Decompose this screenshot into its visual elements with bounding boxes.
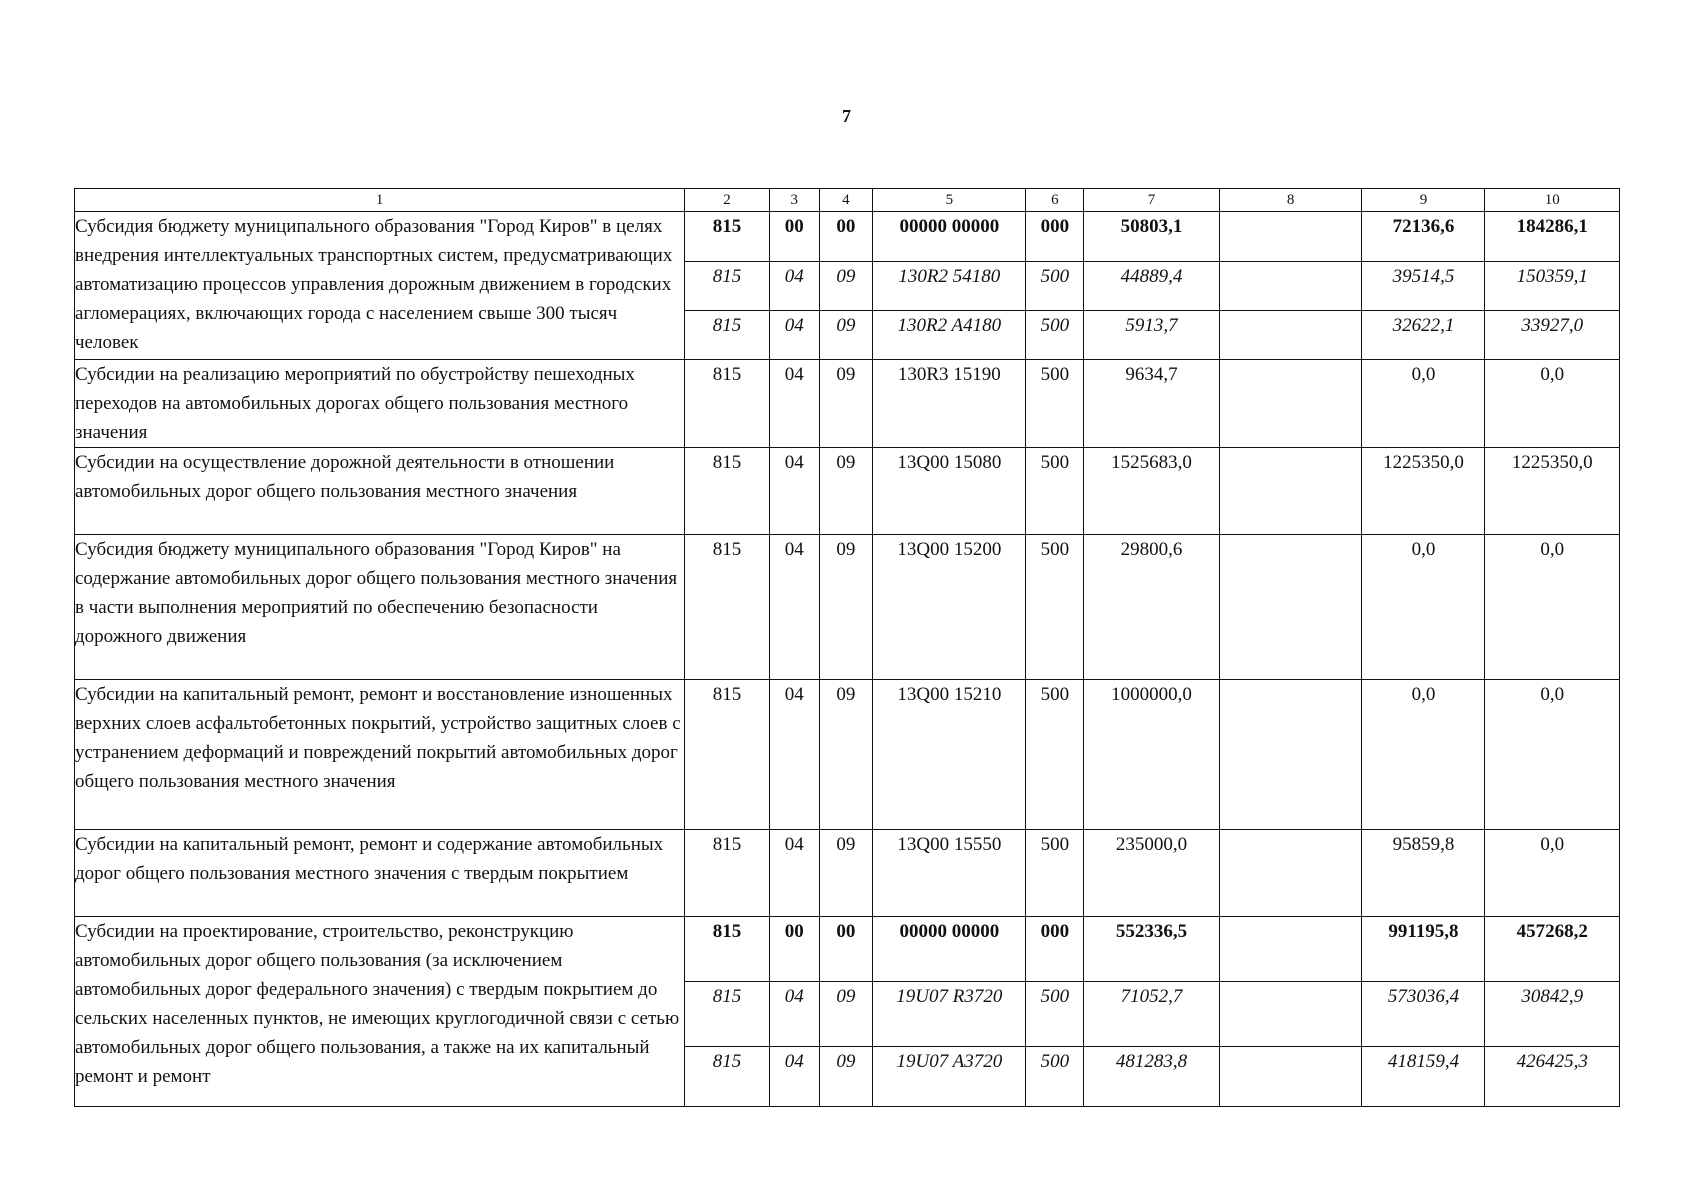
- cell-col4: 09: [819, 311, 873, 360]
- cell-col8: [1219, 680, 1362, 830]
- cell-col7: 44889,4: [1084, 262, 1219, 311]
- cell-col6: 500: [1026, 262, 1084, 311]
- cell-col2: 815: [685, 311, 770, 360]
- cell-col3: 04: [769, 360, 819, 448]
- cell-col9: 1225350,0: [1362, 448, 1485, 535]
- column-header-10: 10: [1485, 189, 1620, 212]
- cell-col10: 0,0: [1485, 360, 1620, 448]
- cell-col10: 150359,1: [1485, 262, 1620, 311]
- cell-col5: 13Q00 15200: [873, 535, 1026, 680]
- cell-col9: 573036,4: [1362, 982, 1485, 1047]
- table-row: [75, 535, 1620, 680]
- table-row: [75, 212, 1620, 262]
- cell-col5: 130R2 A4180: [873, 311, 1026, 360]
- column-number-row: [75, 189, 1620, 212]
- cell-col2: 815: [685, 1047, 770, 1107]
- item-description: Субсидии на проектирование, строительство, реконструкцию автомобильных дорог общего пользования (за исключением автомобильных дорог федерального значения) с твердым покрытием до сельских населенных пунктов, не имеющих круглогодичной связи с сетью автомобильных дорог общего пользования, а также на их капитальный ремонт и ремонт: [75, 917, 685, 1107]
- cell-col8: [1219, 982, 1362, 1047]
- column-header-8: 8: [1219, 189, 1362, 212]
- cell-col9: 0,0: [1362, 535, 1485, 680]
- cell-col5: 130R3 15190: [873, 360, 1026, 448]
- cell-col8: [1219, 917, 1362, 982]
- column-header-2: 2: [685, 189, 770, 212]
- column-header-7: 7: [1084, 189, 1219, 212]
- cell-col4: 09: [819, 535, 873, 680]
- cell-col10: 426425,3: [1485, 1047, 1620, 1107]
- table-row: [75, 360, 1620, 448]
- cell-col3: 04: [769, 535, 819, 680]
- table-row: [75, 830, 1620, 917]
- cell-col6: 000: [1026, 917, 1084, 982]
- cell-col3: 04: [769, 311, 819, 360]
- cell-col8: [1219, 311, 1362, 360]
- cell-col5: 13Q00 15080: [873, 448, 1026, 535]
- cell-col2: 815: [685, 982, 770, 1047]
- cell-col7: 50803,1: [1084, 212, 1219, 262]
- cell-col7: 29800,6: [1084, 535, 1219, 680]
- cell-col8: [1219, 1047, 1362, 1107]
- cell-col7: 481283,8: [1084, 1047, 1219, 1107]
- cell-col5: 00000 00000: [873, 917, 1026, 982]
- cell-col4: 09: [819, 262, 873, 311]
- column-header-4: 4: [819, 189, 873, 212]
- cell-col8: [1219, 360, 1362, 448]
- cell-col2: 815: [685, 535, 770, 680]
- column-header-9: 9: [1362, 189, 1485, 212]
- cell-col7: 1525683,0: [1084, 448, 1219, 535]
- cell-col6: 000: [1026, 212, 1084, 262]
- cell-col4: 09: [819, 830, 873, 917]
- cell-col4: 00: [819, 917, 873, 982]
- cell-col2: 815: [685, 680, 770, 830]
- column-header-1: 1: [75, 189, 685, 212]
- item-description: Субсидии на капитальный ремонт, ремонт и содержание автомобильных дорог общего пользования местного значения с твердым покрытием: [75, 830, 685, 917]
- cell-col6: 500: [1026, 680, 1084, 830]
- cell-col10: 1225350,0: [1485, 448, 1620, 535]
- cell-col5: 13Q00 15210: [873, 680, 1026, 830]
- cell-col8: [1219, 535, 1362, 680]
- cell-col6: 500: [1026, 535, 1084, 680]
- cell-col10: 0,0: [1485, 680, 1620, 830]
- cell-col3: 04: [769, 448, 819, 535]
- item-description: Субсидии на реализацию мероприятий по обустройству пешеходных переходов на автомобильных дорогах общего пользования местного значения: [75, 360, 685, 448]
- cell-col4: 09: [819, 982, 873, 1047]
- item-description: Субсидии на осуществление дорожной деятельности в отношении автомобильных дорог общего пользования местного значения: [75, 448, 685, 535]
- cell-col9: 32622,1: [1362, 311, 1485, 360]
- cell-col6: 500: [1026, 311, 1084, 360]
- item-description: Субсидия бюджету муниципального образования "Город Киров" в целях внедрения интеллектуальных транспортных систем, предусматривающих автоматизацию процессов управления дорожным движением в городских агломерациях, включающих города с населением свыше 300 тысяч человек: [75, 212, 685, 360]
- cell-col5: 19U07 A3720: [873, 1047, 1026, 1107]
- cell-col4: 00: [819, 212, 873, 262]
- cell-col4: 09: [819, 360, 873, 448]
- cell-col9: 418159,4: [1362, 1047, 1485, 1107]
- item-description: Субсидии на капитальный ремонт, ремонт и восстановление изношенных верхних слоев асфальтобетонных покрытий, устройство защитных слоев с устранением деформаций и повреждений покрытий автомобильных дорог общего пользования местного значения: [75, 680, 685, 830]
- cell-col5: 00000 00000: [873, 212, 1026, 262]
- cell-col8: [1219, 212, 1362, 262]
- cell-col10: 184286,1: [1485, 212, 1620, 262]
- cell-col4: 09: [819, 448, 873, 535]
- cell-col5: 130R2 54180: [873, 262, 1026, 311]
- cell-col7: 1000000,0: [1084, 680, 1219, 830]
- cell-col3: 04: [769, 1047, 819, 1107]
- cell-col10: 30842,9: [1485, 982, 1620, 1047]
- cell-col9: 95859,8: [1362, 830, 1485, 917]
- budget-table: [74, 188, 1620, 1107]
- cell-col9: 0,0: [1362, 680, 1485, 830]
- cell-col6: 500: [1026, 830, 1084, 917]
- cell-col3: 00: [769, 212, 819, 262]
- cell-col3: 04: [769, 262, 819, 311]
- cell-col7: 9634,7: [1084, 360, 1219, 448]
- cell-col2: 815: [685, 917, 770, 982]
- cell-col6: 500: [1026, 448, 1084, 535]
- cell-col8: [1219, 830, 1362, 917]
- cell-col4: 09: [819, 680, 873, 830]
- cell-col3: 04: [769, 680, 819, 830]
- cell-col5: 13Q00 15550: [873, 830, 1026, 917]
- cell-col2: 815: [685, 212, 770, 262]
- cell-col2: 815: [685, 262, 770, 311]
- column-header-6: 6: [1026, 189, 1084, 212]
- cell-col10: 0,0: [1485, 830, 1620, 917]
- cell-col4: 09: [819, 1047, 873, 1107]
- cell-col9: 991195,8: [1362, 917, 1485, 982]
- column-header-5: 5: [873, 189, 1026, 212]
- table-row: [75, 680, 1620, 830]
- table-row: [75, 448, 1620, 535]
- item-description: Субсидия бюджету муниципального образования "Город Киров" на содержание автомобильных дорог общего пользования местного значения в части выполнения мероприятий по обеспечению безопасности дорожного движения: [75, 535, 685, 680]
- cell-col2: 815: [685, 448, 770, 535]
- cell-col2: 815: [685, 360, 770, 448]
- cell-col7: 5913,7: [1084, 311, 1219, 360]
- cell-col2: 815: [685, 830, 770, 917]
- cell-col3: 04: [769, 982, 819, 1047]
- cell-col6: 500: [1026, 360, 1084, 448]
- cell-col10: 0,0: [1485, 535, 1620, 680]
- cell-col9: 72136,6: [1362, 212, 1485, 262]
- column-header-3: 3: [769, 189, 819, 212]
- cell-col5: 19U07 R3720: [873, 982, 1026, 1047]
- cell-col10: 457268,2: [1485, 917, 1620, 982]
- cell-col7: 552336,5: [1084, 917, 1219, 982]
- cell-col6: 500: [1026, 1047, 1084, 1107]
- table-row: [75, 917, 1620, 982]
- cell-col7: 235000,0: [1084, 830, 1219, 917]
- cell-col3: 00: [769, 917, 819, 982]
- page-number: 7: [842, 106, 851, 126]
- cell-col9: 0,0: [1362, 360, 1485, 448]
- cell-col10: 33927,0: [1485, 311, 1620, 360]
- cell-col7: 71052,7: [1084, 982, 1219, 1047]
- cell-col8: [1219, 262, 1362, 311]
- cell-col6: 500: [1026, 982, 1084, 1047]
- cell-col9: 39514,5: [1362, 262, 1485, 311]
- cell-col8: [1219, 448, 1362, 535]
- cell-col3: 04: [769, 830, 819, 917]
